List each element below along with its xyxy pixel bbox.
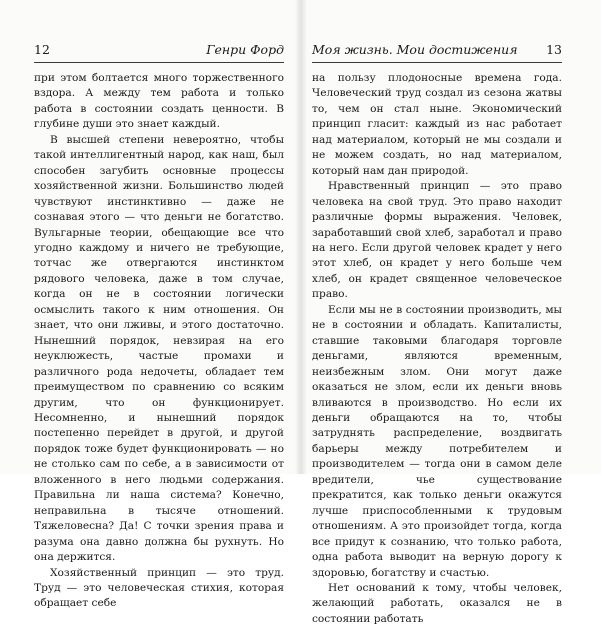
left-page-body: [34, 71, 284, 612]
left-page-number: 12: [34, 42, 50, 57]
right-page-number: 13: [546, 42, 562, 57]
right-page: [306, 0, 596, 625]
left-page: [0, 0, 290, 610]
left-paragraph-3: Хозяйственный принцип — это труд. Труд — это человеческая стихия, которая обращает себе: [34, 566, 284, 610]
right-paragraph-3: Если мы не в состоянии производить, мы не в состоянии и обладать. Капиталисты, ставшие таковыми благодаря торговле деньгами, являются временным, неизбежным злом. Они могут даже оказаться не злом, если их деньги вновь вливаются в производство. Но если их деньги обращаются на то, чтобы затруднять распределение, воздвигать барьеры между потребителем и производителем — тогда они в самом деле вредители, чье существование прекратится, как только деньги окажутся лучше приспособленными к трудовым отношениям. А это произойдет тогда, когда все придут к сознанию, что только работа, одна работа выводит на верную дорогу к здоровью, богатству и счастью.: [312, 303, 562, 579]
left-header-rule: [34, 62, 284, 63]
right-paragraph-1: на пользу плодоносные времена года. Человеческий труд создал из сезона жатвы то, чем он стал ныне. Экономический принцип гласит: каждый из нас работает над материалом, который не мы создали и не можем создать, но над материалом, который нам дан природой.: [312, 72, 562, 177]
left-paragraph-1: при этом болтается много торжественного вздора. А между тем работа и только работа в состоянии создать ценности. В глубине души это знает каждый.: [34, 72, 284, 131]
right-page-body: [312, 71, 562, 627]
left-paragraph-2: В высшей степени невероятно, чтобы такой интеллигентный народ, как наш, был способен загубить основные процессы хозяйственной жизни. Большинство людей чувствуют инстинктивно — даже не сознавая этого — что деньги не богатство. Вульгарные теории, обещающие все что угодно каждому и ничего не требующие, тотчас же отвергаются инстинктом рядового человека, даже в том случае, когда он не в состоянии логически осмыслить такого к ним отношения. Он знает, что они лживы, и этого достаточно. Нынешний порядок, невзирая на его неуклюжесть, частые промахи и различного рода недочеты, обладает тем преимуществом по сравнению со всяким другим, что он функционирует. Несомненно, и нынешний порядок постепенно перейдет в другой, и другой порядок тоже будет функционировать — но не столько сам по себе, а в зависимости от вложенного в него людьми содержания. Правильна ли наша система? Конечно, неправильна в тысяче отношений. Тяжеловесна? Да! С точки зрения права и разума она давно должна бы рухнуть. Но она держится.: [34, 133, 284, 564]
right-paragraph-2: Нравственный принцип — это право человека на свой труд. Это право находит различные формы выражения. Человек, заработавший свой хлеб, заработал и право на него. Если другой человек крадет у него этот хлеб, он крадет у него больше чем хлеб, он крадет священное человеческое право.: [312, 180, 562, 301]
right-header-rule: [312, 62, 562, 63]
left-page-header: [34, 42, 284, 60]
left-running-head: Генри Форд: [206, 42, 284, 57]
right-running-head: Моя жизнь. Мои достижения: [312, 42, 518, 57]
right-paragraph-4: Нет оснований к тому, чтобы человек, желающий работать, оказался не в состоянии работать: [312, 581, 562, 625]
right-page-header: [312, 42, 562, 60]
